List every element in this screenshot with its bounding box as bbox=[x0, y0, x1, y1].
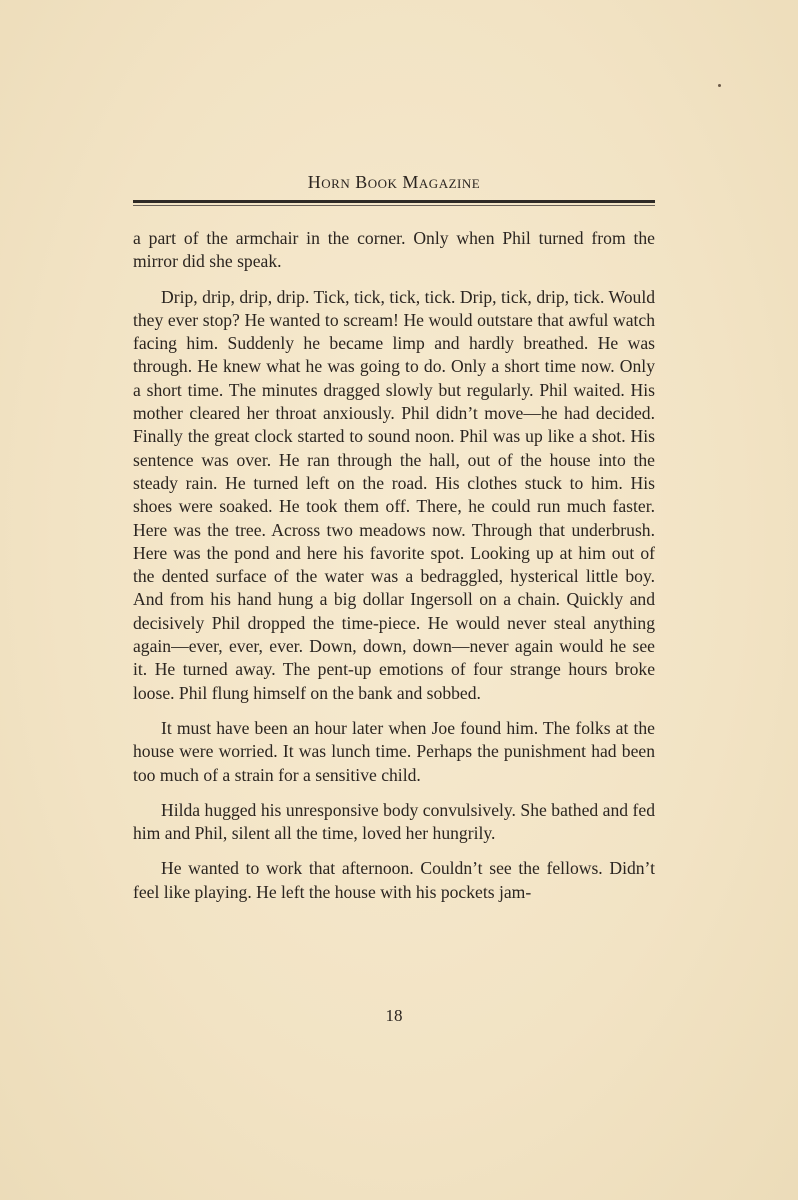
paragraph: Drip, drip, drip, drip. Tick, tick, tick, tick. Drip, tick, drip, tick. Would they ever stop? He wanted to scream! He would outstare that awful watch facing him. Suddenly he became limp and hardly breathed. He was through. He knew what he was going to do. Only a short time now. Only a short time. The minutes dragged slowly but regularly. Phil waited. His mother cleared her throat anxiously. Phil didn’t move—he had decided. Finally the great clock started to sound noon. Phil was up like a shot. His sentence was over. He ran through the hall, out of the house into the steady rain. He turned left on the road. His clothes stuck to him. His shoes were soaked. He took them off. There, he could run much faster. Here was the tree. Across two meadows now. Through that underbrush. Here was the pond and here his favorite spot. Looking up at him out of the dented surface of the water was a bedraggled, hysterical little boy. And from his hand hung a big dollar Ingersoll on a chain. Quickly and decisively Phil dropped the time-piece. He would never steal anything again—ever, ever, ever. Down, down, down—never again would he see it. He turned away. The pent-up emotions of four strange hours broke loose. Phil flung himself on the bank and sobbed. bbox=[133, 286, 655, 703]
body-text bbox=[133, 227, 655, 904]
paragraph: Hilda hugged his unresponsive body convulsively. She bathed and fed him and Phil, silent all the time, loved her hungrily. bbox=[133, 799, 655, 844]
page-number: 18 bbox=[385, 1006, 403, 1025]
paragraph: He wanted to work that afternoon. Couldn’t see the fellows. Didn’t feel like playing. He left the house with his pockets jam- bbox=[133, 858, 655, 902]
page-speck bbox=[718, 84, 721, 87]
header-rule bbox=[133, 200, 655, 203]
paragraph: It must have been an hour later when Joe found him. The folks at the house were worried. It was lunch time. Perhaps the punishment had been too much of a strain for a sensitive child. bbox=[133, 717, 655, 785]
header-rule-thin bbox=[133, 205, 655, 206]
paragraph: a part of the armchair in the corner. Only when Phil turned from the mirror did she speak. bbox=[133, 228, 655, 272]
running-head: Horn Book Magazine bbox=[307, 172, 481, 192]
